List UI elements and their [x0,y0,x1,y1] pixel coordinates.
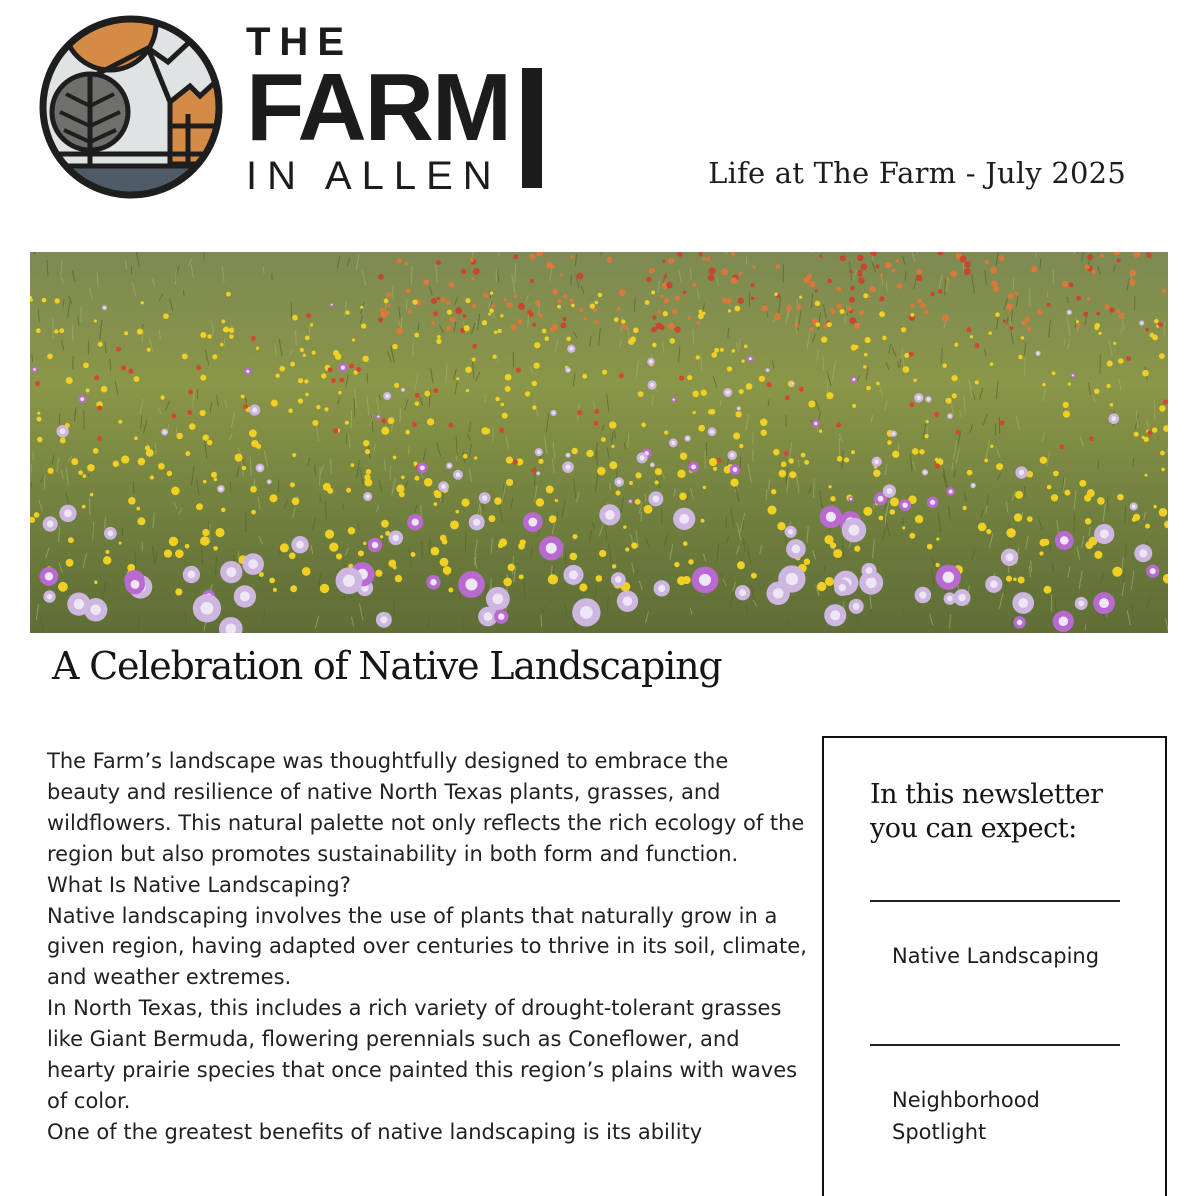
article-paragraph-intro: The Farm’s landscape was thoughtfully designed to embrace the beauty and resilience of native North Texas plants, grasses, and wildflowers. This natural palette not only reflects the rich ecology of the region but also promotes sustainability in both form and function. [47,746,807,870]
article-headline: A Celebration of Native Landscaping [52,644,722,688]
wildflower-field-image [30,252,1168,633]
wordmark-in-allen: IN ALLEN [246,154,502,198]
contents-divider [870,900,1120,902]
contents-item-native-landscaping[interactable]: Native Landscaping [892,940,1122,972]
article-paragraph-benefits: One of the greatest benefits of native landscaping is its ability [47,1117,807,1148]
wordmark-the: THE [246,20,353,64]
hero-wildflower-photo [30,252,1168,633]
wordmark-m-tail [522,68,542,188]
wordmark [246,20,546,192]
article-paragraph-definition: Native landscaping involves the use of plants that naturally grow in a given region, having adapted over centuries to thrive in its soil, climate, and weather extremes. [47,901,807,994]
contents-divider [870,1044,1120,1046]
article-body [47,746,807,1148]
article-subheading: What Is Native Landscaping? [47,870,807,901]
article-paragraph-north-texas: In North Texas, this includes a rich variety of drought-tolerant grasses like Giant Bermuda, flowering perennials such as Coneflower, and hearty prairie species that once painted this region’s plains with waves of color. [47,993,807,1117]
issue-title: Life at The Farm - July 2025 [708,156,1126,190]
farm-logo-emblem [38,14,224,200]
contents-title: In this newsletter you can expect: [870,778,1130,846]
contents-item-neighborhood-spotlight[interactable]: Neighborhood Spotlight [892,1084,1122,1148]
newsletter-contents-box [822,736,1167,1196]
wordmark-farm: FARM [246,60,510,156]
